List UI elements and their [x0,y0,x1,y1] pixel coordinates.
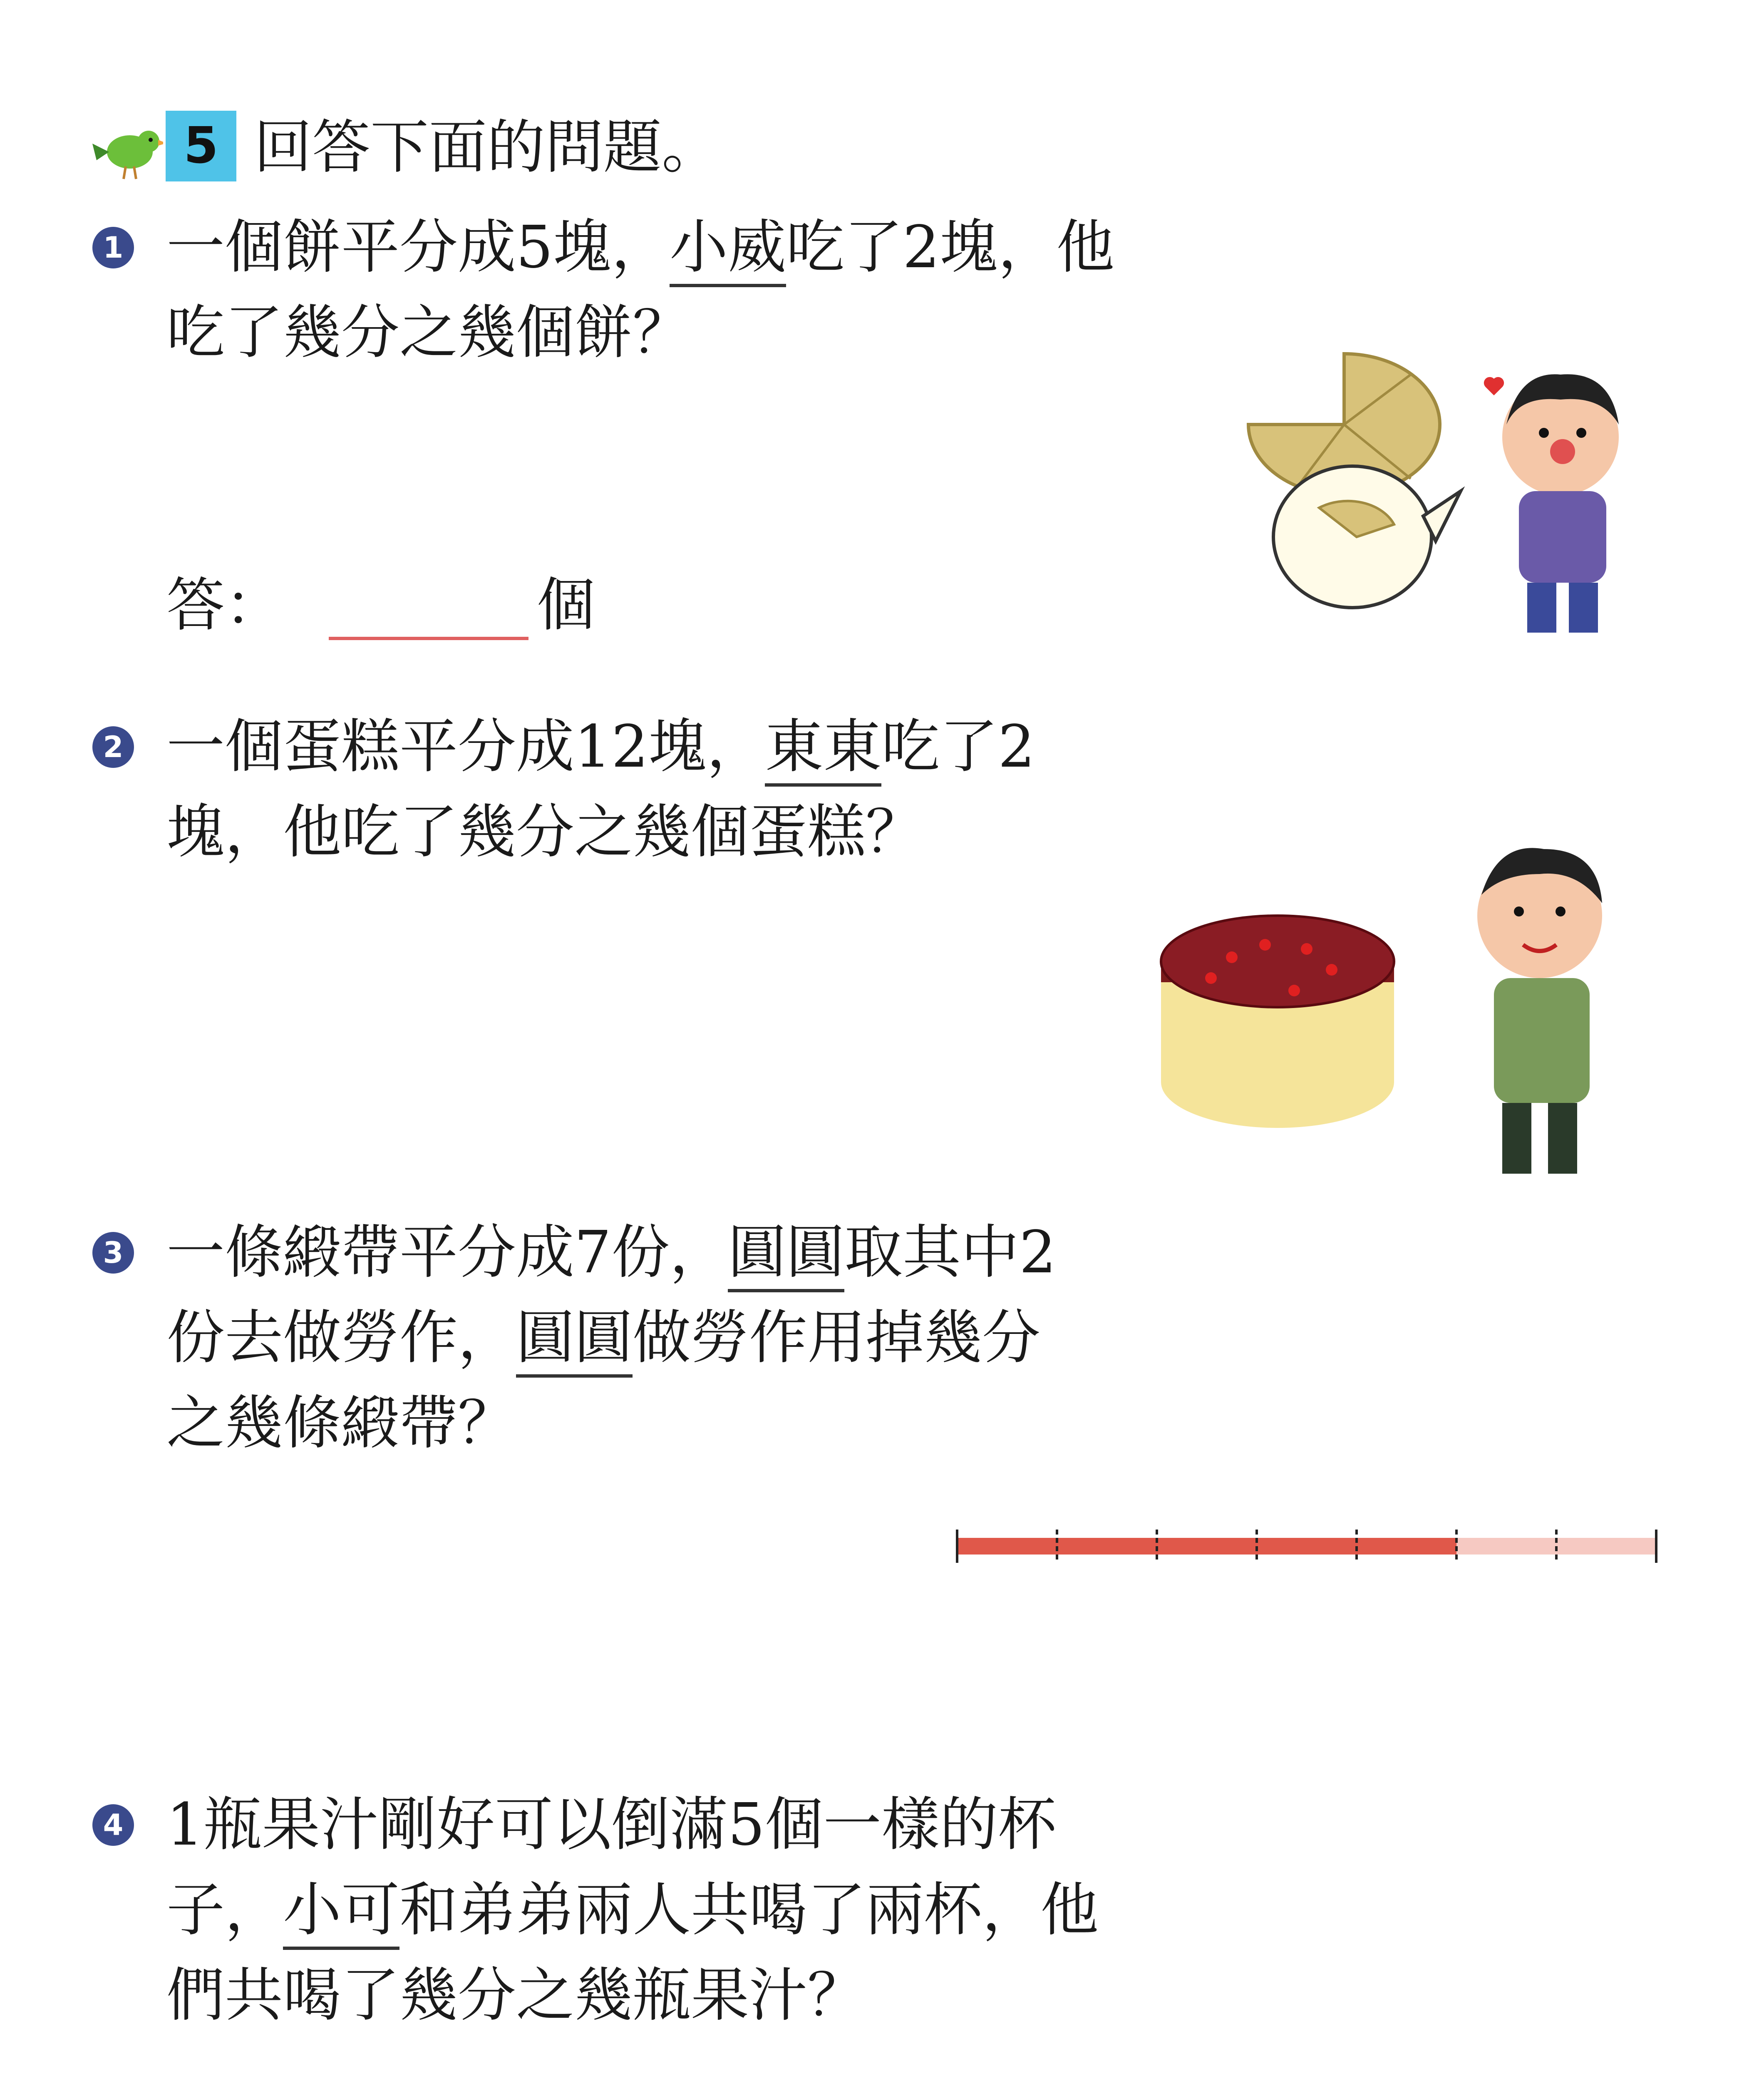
q1-answer-label: 答： [166,571,283,639]
q3-text-a: 一條緞帶平分成7份， [166,1219,728,1286]
problem-instruction: 回答下面的問題。 [254,114,720,181]
q2-person-name: 東東 [765,713,881,787]
q4-text-a: 子， [166,1876,283,1944]
q1-text-b: 吃了2塊，他 [786,214,1115,281]
q3-person-name: 圓圓 [728,1219,844,1292]
question-2-line-1 [166,705,1035,789]
ribbon-segment [1057,1538,1157,1555]
question-1-line-1 [166,206,1114,289]
q3-text-b: 取其中2 [844,1219,1057,1286]
bird-icon [92,112,163,185]
question-number-1: 1 [92,227,134,268]
question-number-2: 2 [92,726,134,768]
q1-text-a: 一個餅平分成5塊， [166,214,670,281]
question-4-line-1: 1瓶果汁剛好可以倒滿5個一樣的杯 [166,1791,1057,1859]
question-1-line-2: 吃了幾分之幾個餅？ [166,299,691,367]
ribbon-segment [1456,1538,1556,1555]
question-3-line-3: 之幾條緞帶？ [166,1389,516,1457]
q2-text-b: 吃了2 [881,713,1035,781]
question-4-line-3: 們共喝了幾分之幾瓶果汁？ [166,1962,866,2029]
q1-person-name: 小威 [670,214,786,287]
q4-text-b: 和弟弟兩人共喝了兩杯，他 [399,1876,1099,1944]
question-number-4: 4 [92,1804,134,1846]
question-4-line-2 [166,1869,1099,1952]
question-2-line-2: 塊，他吃了幾分之幾個蛋糕？ [166,798,924,866]
q3-person-name-2: 圓圓 [516,1304,633,1378]
q2-text-a: 一個蛋糕平分成12塊， [166,713,765,781]
question-3-line-1 [166,1211,1056,1294]
question-number-3: 3 [92,1232,134,1274]
problem-number-badge: 5 [166,111,236,181]
ribbon-segment [1257,1538,1357,1555]
cake-illustration [1157,824,1677,1192]
q4-person-name: 小可 [283,1876,399,1950]
q1-answer-blank[interactable] [329,566,528,640]
q3-text-c: 份去做勞作， [166,1304,516,1372]
q3-text-d: 做勞作用掉幾分 [633,1304,1041,1372]
pie-illustration [1228,341,1685,643]
ribbon-segment [1556,1538,1656,1555]
ribbon-diagram [953,1525,1665,1569]
ribbon-segment [1357,1538,1456,1555]
ribbon-segment [1157,1538,1257,1555]
question-3-line-2 [166,1296,1040,1380]
q1-answer-unit: 個 [537,571,595,639]
ribbon-segment [957,1538,1057,1555]
